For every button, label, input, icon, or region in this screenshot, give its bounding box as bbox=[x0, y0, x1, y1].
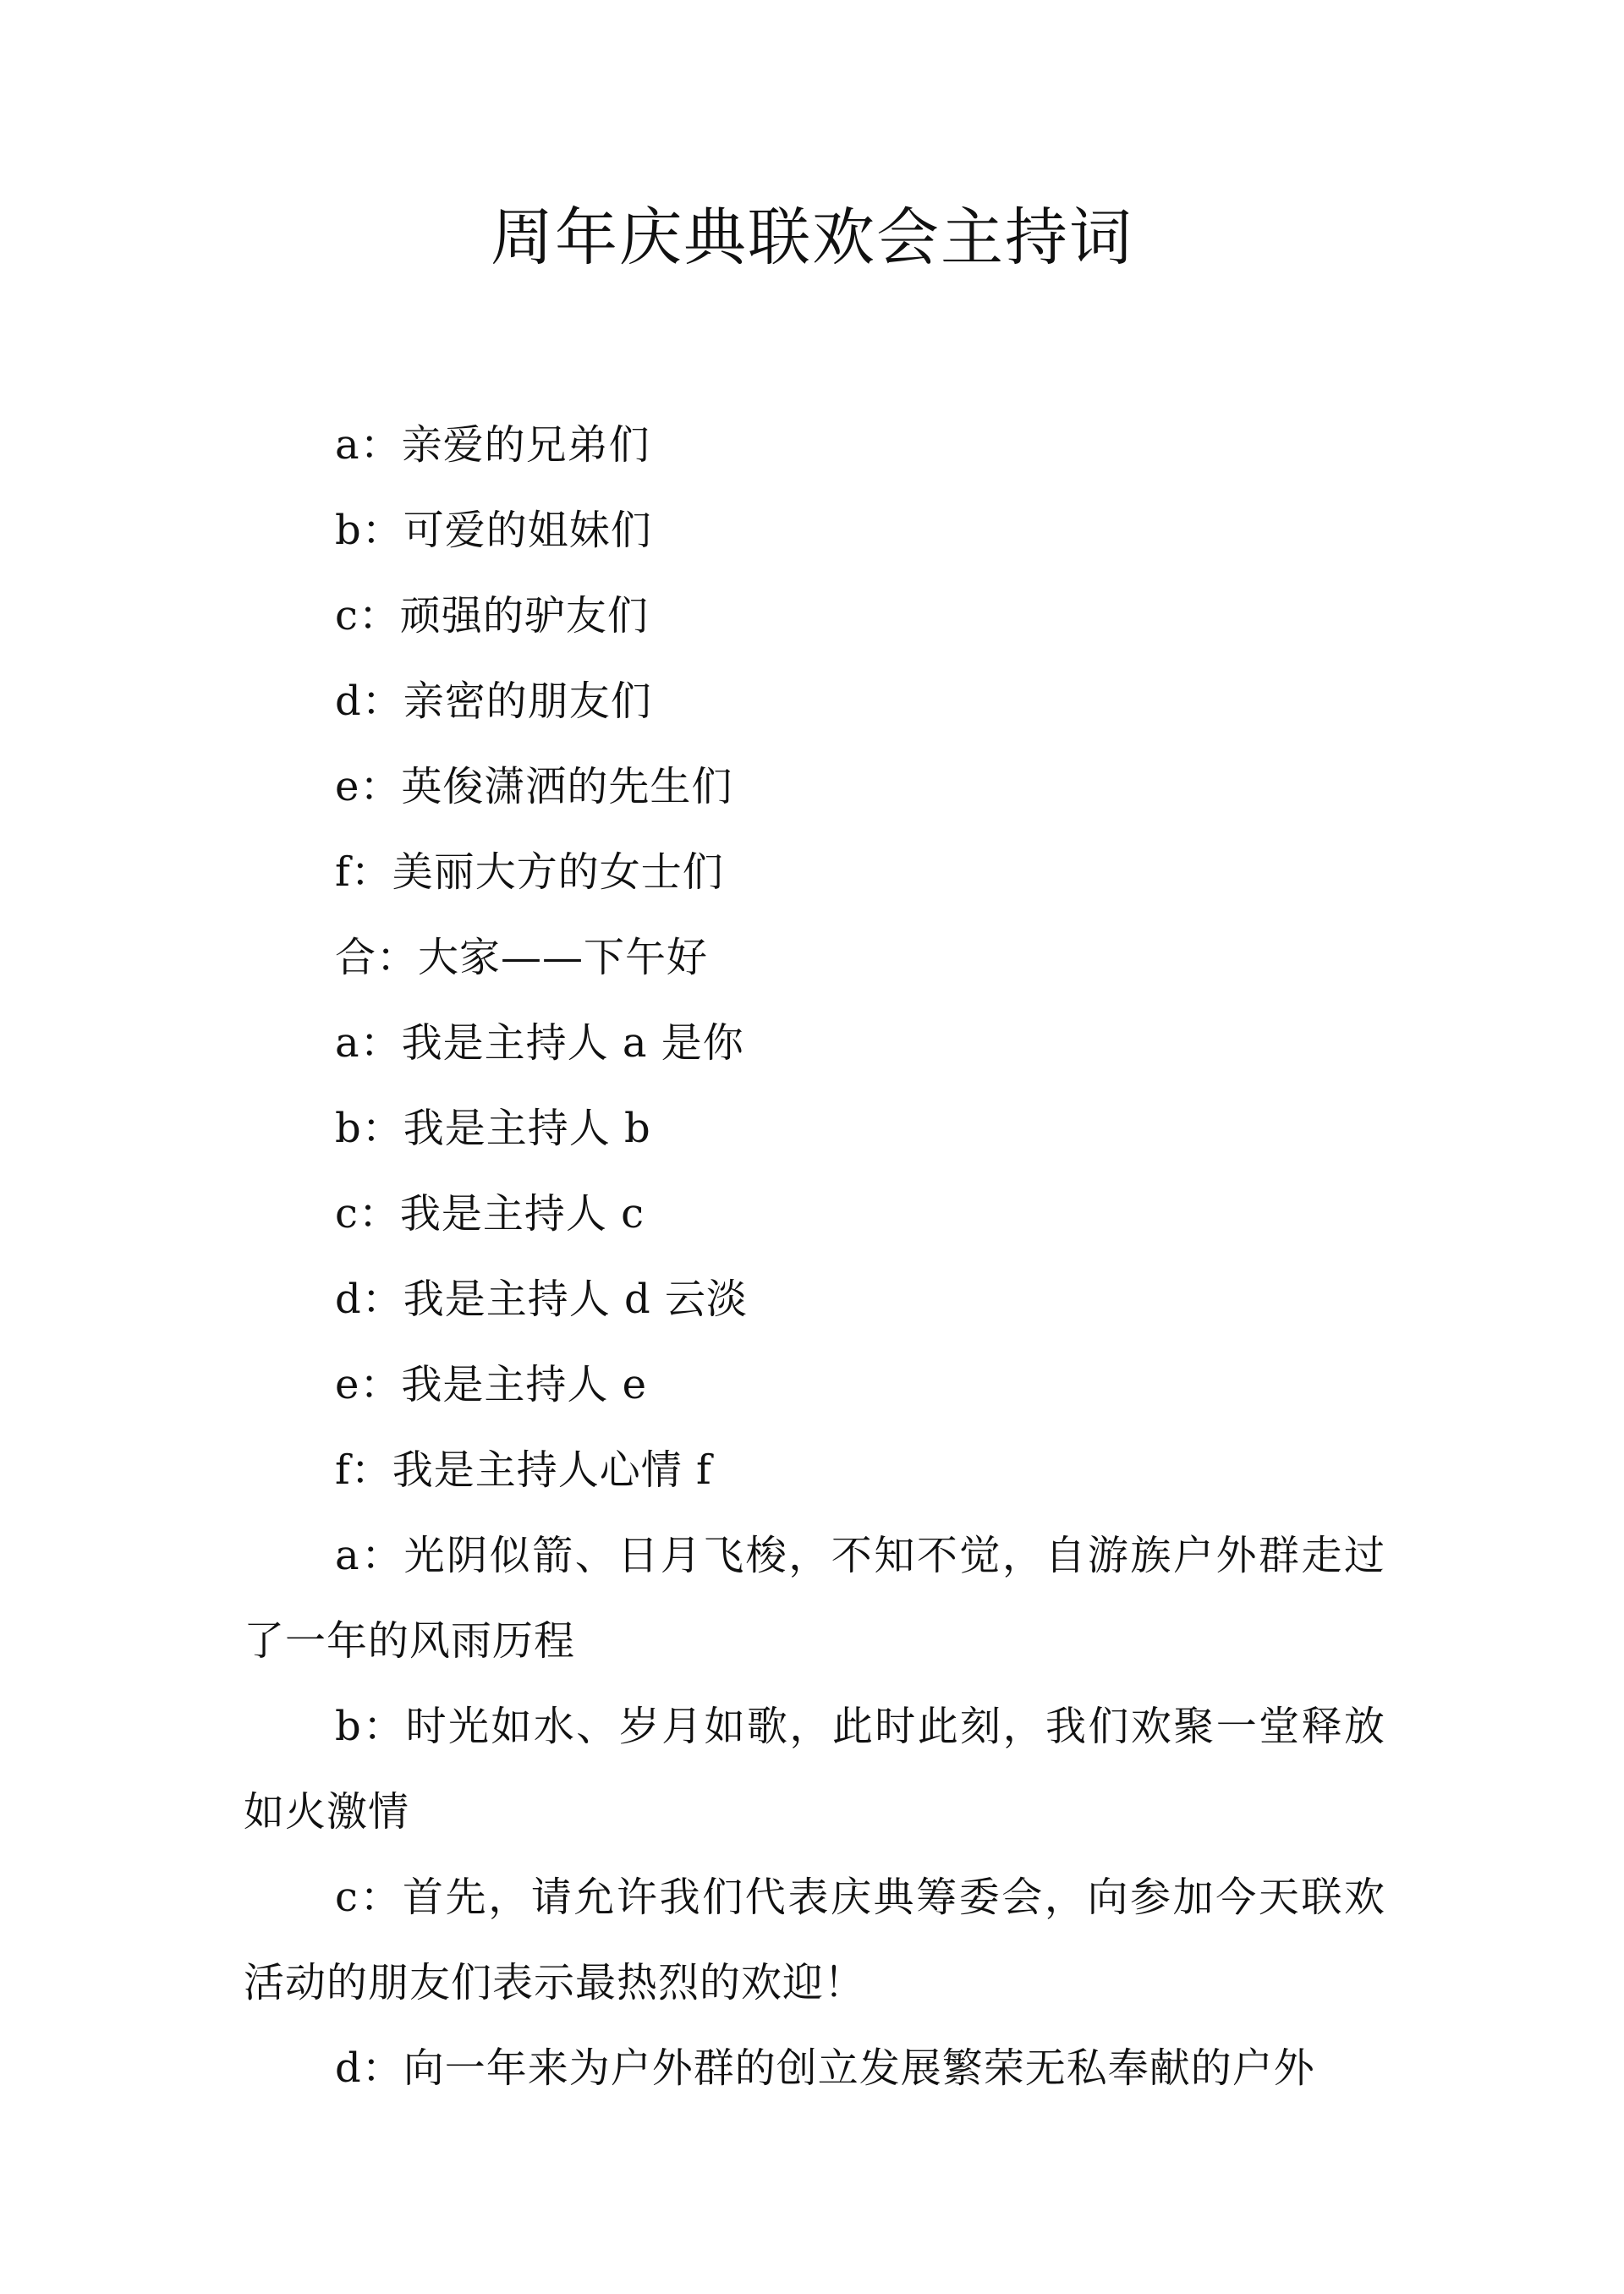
paragraph: c：顽强的驴友们 bbox=[335, 592, 649, 639]
paragraph: b：时光如水、岁月如歌，此时此刻，我们欢聚一堂释放如火激情 bbox=[244, 1703, 1385, 1836]
paragraph: a：亲爱的兄弟们 bbox=[335, 421, 650, 469]
paragraph: e：我是主持人 e bbox=[335, 1361, 648, 1408]
paragraph: c：我是主持人 c bbox=[335, 1190, 645, 1238]
document-title: 周年庆典联欢会主持词 bbox=[491, 201, 1133, 274]
paragraph: d：我是主持人 d 云淡 bbox=[335, 1276, 748, 1323]
paragraph: f：美丽大方的女士们 bbox=[335, 848, 724, 896]
paragraph: b：我是主持人 b bbox=[335, 1105, 651, 1152]
document-body bbox=[244, 403, 1385, 2111]
paragraph: a：光阴似箭、日月飞梭，不知不觉，自游族户外群走过了一年的风雨历程 bbox=[244, 1532, 1385, 1665]
paragraph: a：我是主持人 a 是你 bbox=[335, 1019, 744, 1067]
paragraph: f：我是主持人心情 f bbox=[335, 1446, 712, 1494]
paragraph: b：可爱的姐妹们 bbox=[335, 507, 652, 554]
paragraph: c：首先，请允许我们代表庆典筹委会，向参加今天联欢活动的朋友们表示最热烈的欢迎！ bbox=[244, 1874, 1385, 2006]
paragraph: 合：大家——下午好 bbox=[335, 934, 709, 981]
paragraph: e：英俊潇洒的先生们 bbox=[335, 763, 733, 810]
paragraph: d：亲密的朋友们 bbox=[335, 678, 652, 725]
paragraph: d：向一年来为户外群的创立发展繁荣无私奉献的户外 bbox=[335, 2044, 1315, 2092]
